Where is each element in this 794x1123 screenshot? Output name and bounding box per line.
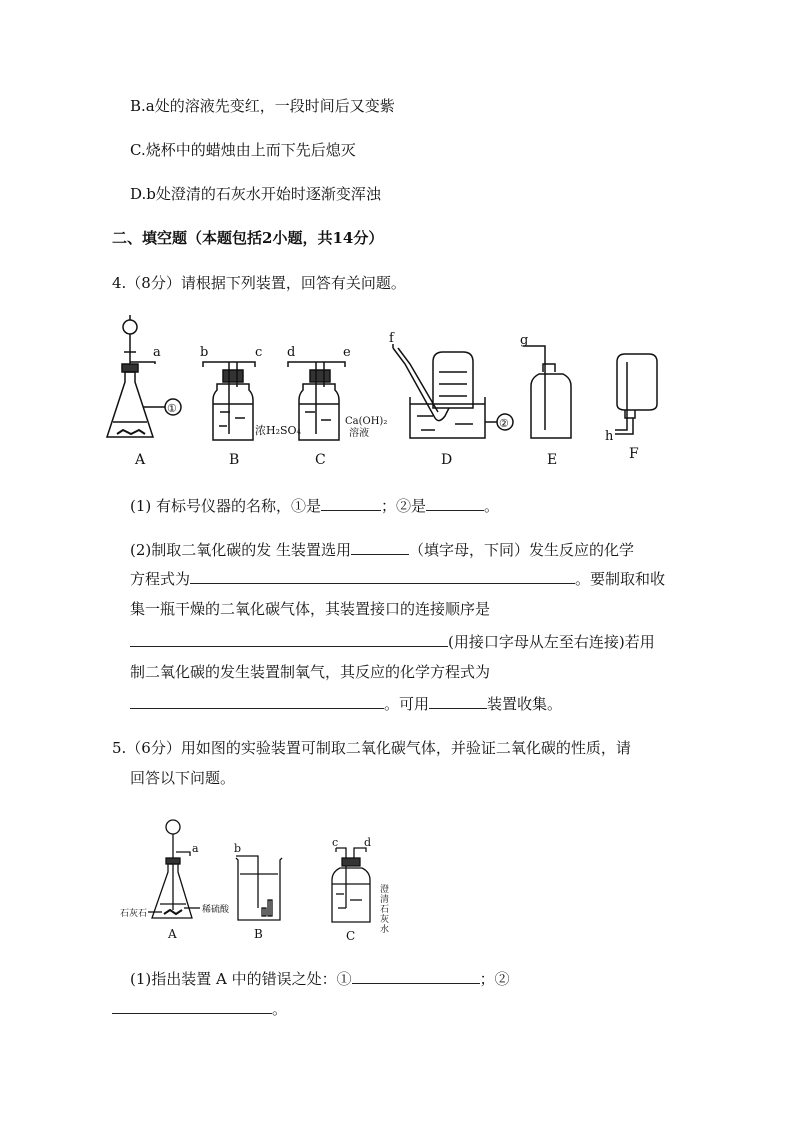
q5-blank-2[interactable] — [112, 998, 272, 1014]
q5-label-c: C — [346, 929, 356, 943]
q4-part2-text-c: 方程式为 — [130, 570, 191, 588]
q4-part2-line2 — [130, 568, 665, 589]
q4-blank-3[interactable] — [351, 539, 409, 555]
port-c: c — [255, 345, 263, 360]
q5-limewater-4: 灰 — [380, 915, 390, 925]
q5-part1-text-b: ；② — [479, 970, 510, 988]
q4-blank-5[interactable] — [130, 631, 448, 647]
q4-part1 — [130, 495, 499, 516]
port-b: b — [200, 345, 209, 360]
apparatus-d — [389, 331, 513, 468]
q5-label-b: B — [254, 927, 263, 941]
q5-apparatus-c — [332, 836, 389, 943]
apparatus-e — [520, 333, 571, 468]
q5-blank-1[interactable] — [352, 968, 480, 984]
port-e: e — [343, 345, 351, 360]
q4-stem: 4.（8分）请根据下列装置，回答有关问题。 — [112, 274, 406, 292]
section-heading: 二、填空题（本题包括2小题，共14分） — [112, 229, 384, 247]
q4-part2-text-a: (2)制取二氧化碳的发 生装置选用 — [130, 541, 352, 559]
q5-stem-line1: 5.（6分）用如图的实验装置可制取二氧化碳气体，并验证二氧化碳的性质，请 — [112, 739, 631, 757]
q4-part1-text-c: 。 — [484, 497, 500, 515]
q4-part2-line3: 集一瓶干燥的二氧化碳气体，其装置接口的连接顺序是 — [130, 600, 491, 618]
label-c: C — [315, 452, 326, 468]
q5-port-d: d — [364, 836, 372, 849]
q4-blank-6[interactable] — [130, 693, 384, 709]
label-a: A — [135, 452, 146, 468]
q4-part2-text-g: 装置收集。 — [487, 695, 563, 713]
q5-part1-text-a: (1)指出装置 A 中的错误之处：① — [130, 970, 352, 988]
q5-port-c: c — [332, 836, 339, 849]
label-e: E — [547, 452, 558, 468]
reagent-c-2: 溶液 — [349, 428, 369, 439]
q4-blank-2[interactable] — [426, 495, 484, 511]
q5-apparatus-b — [234, 842, 282, 941]
port-d: d — [287, 345, 296, 360]
port-a: a — [153, 345, 161, 360]
q4-blank-4[interactable] — [190, 568, 575, 584]
apparatus-a — [107, 315, 181, 468]
q5-limewater-1: 澄 — [380, 885, 390, 895]
marker-1: ① — [167, 402, 177, 415]
q5-part1 — [130, 968, 510, 989]
q4-blank-7[interactable] — [429, 693, 487, 709]
q4-blank-1[interactable] — [321, 495, 381, 511]
marker-2: ② — [499, 417, 509, 430]
label-f: F — [629, 446, 639, 462]
q4-part2-line5: 制二氧化碳的发生装置制氧气，其反应的化学方程式为 — [130, 663, 491, 681]
q5-stem-line2: 回答以下问题。 — [130, 769, 236, 787]
q5-limewater-5: 水 — [380, 925, 390, 935]
q5-port-b: b — [234, 842, 242, 855]
q5-limewater-2: 清 — [380, 895, 390, 905]
reagent-b: 浓H₂SO₄ — [255, 424, 301, 437]
q4-part2-line6 — [130, 693, 562, 714]
q5-part1-line2 — [112, 998, 287, 1019]
apparatus-f — [605, 354, 657, 462]
q4-part1-text-b: ；②是 — [381, 497, 427, 515]
port-g: g — [520, 333, 529, 348]
q5-port-a: a — [192, 842, 199, 855]
q5-label-a: A — [168, 927, 177, 941]
q4-part2-line4 — [130, 631, 655, 652]
q5-part1-text-c: 。 — [272, 1000, 288, 1018]
q4-part2-text-d: 。要制取和收 — [575, 570, 666, 588]
q5-label-acid: 稀硫酸 — [202, 905, 230, 915]
apparatus-b — [200, 345, 302, 468]
q4-part2-text-e: (用接口字母从左至右连接)若用 — [448, 633, 655, 651]
label-b: B — [229, 452, 240, 468]
reagent-c-1: Ca(OH)₂ — [345, 416, 388, 427]
q4-apparatus-figure — [105, 312, 665, 472]
q5-apparatus-figure — [118, 812, 418, 947]
q4-part1-text-a: (1) 有标号仪器的名称，①是 — [130, 497, 322, 515]
option-b: B.a处的溶液先变红，一段时间后又变紫 — [130, 97, 395, 115]
q4-part2-line1 — [130, 539, 634, 560]
option-d: D.b处澄清的石灰水开始时逐渐变浑浊 — [130, 185, 381, 203]
q5-limewater-3: 石 — [380, 905, 390, 915]
port-h: h — [605, 429, 614, 444]
label-d: D — [441, 452, 453, 468]
apparatus-c — [287, 345, 387, 468]
q4-part2-text-b: （填字母，下同）发生反应的化学 — [409, 541, 635, 559]
option-c: C.烧杯中的蜡烛由上而下先后熄灭 — [130, 141, 356, 159]
q5-label-limestone: 石灰石 — [120, 909, 148, 919]
q5-apparatus-a — [120, 820, 230, 941]
port-f: f — [389, 331, 394, 346]
q4-part2-text-f: 。可用 — [384, 695, 430, 713]
